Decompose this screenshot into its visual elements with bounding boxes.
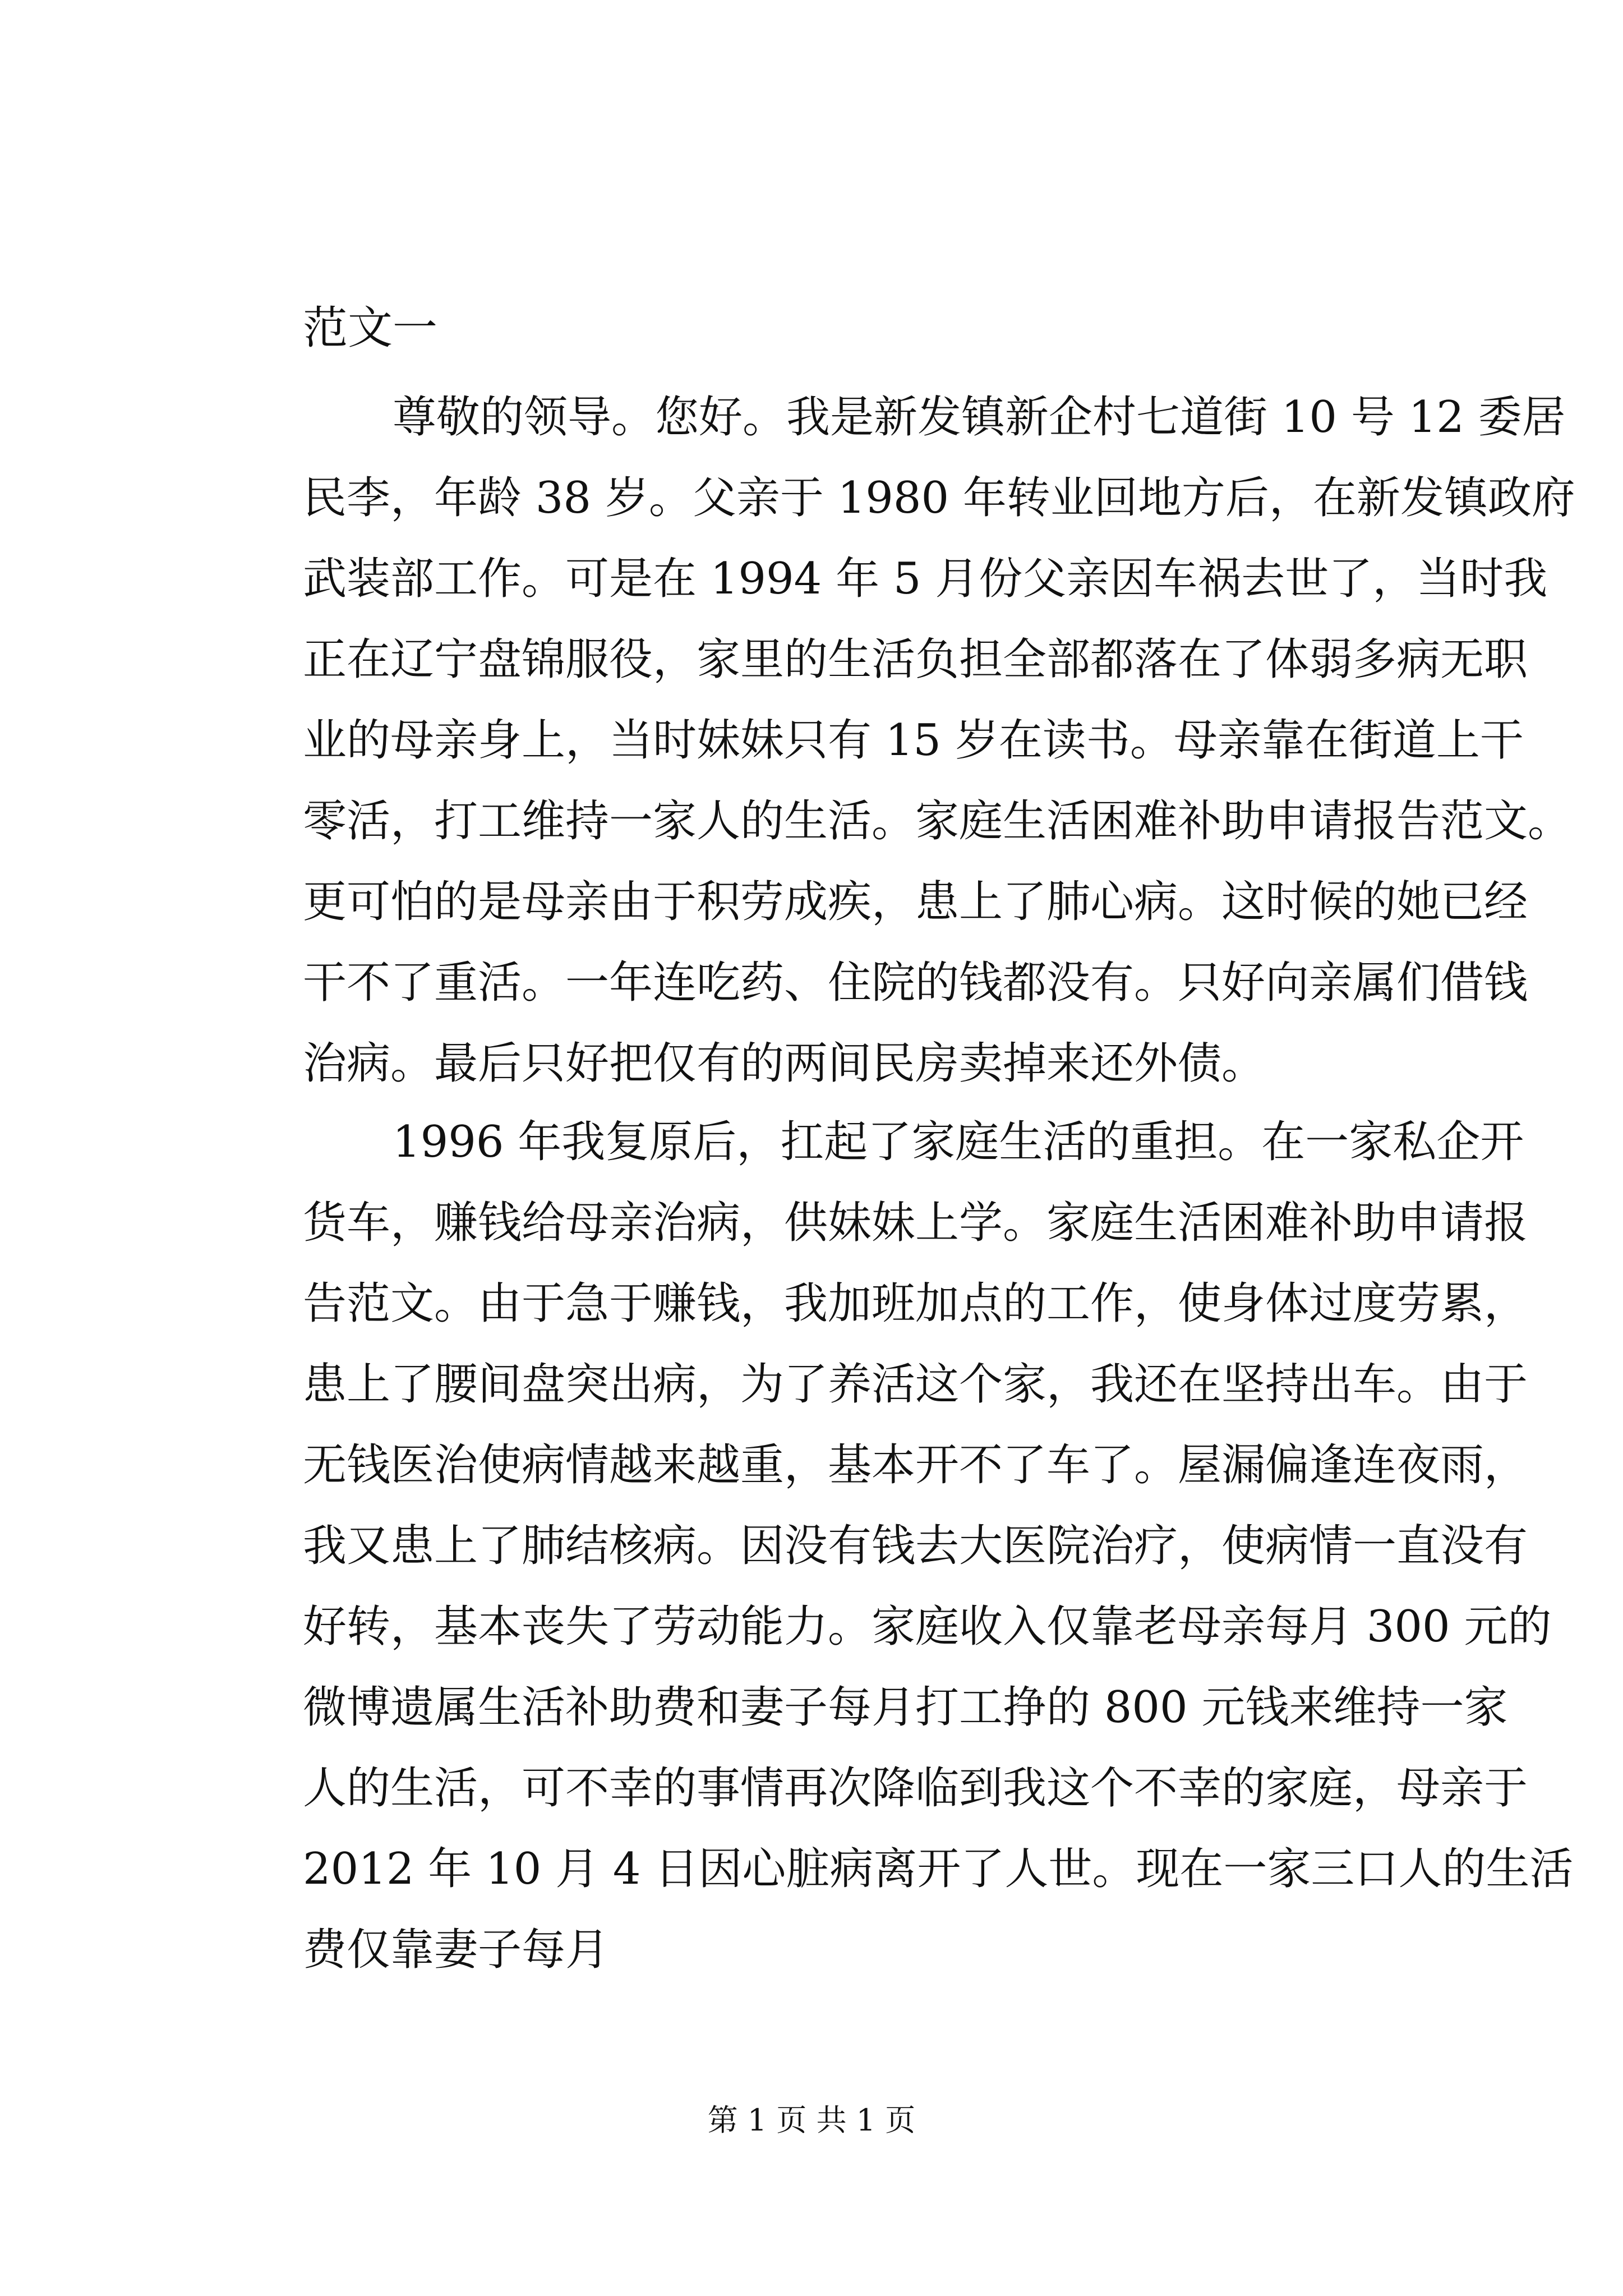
- paragraph-1-line: 民李，年龄 38 岁。父亲于 1980 年转业回地方后，在新发镇政府: [303, 473, 1575, 523]
- section-heading: 范文一: [303, 302, 437, 354]
- paragraph-2-line: 货车，赚钱给母亲治病，供妹妹上学。家庭生活困难补助申请报: [303, 1198, 1528, 1248]
- paragraph-2-line: 费仅靠妻子每月: [303, 1925, 610, 1975]
- paragraph-1: [303, 377, 1575, 1104]
- paragraph-2: [303, 1102, 1574, 1990]
- paragraph-1-line: 治病。最后只好把仅有的两间民房卖掉来还外债。: [303, 1038, 1266, 1089]
- paragraph-2-line: 好转，基本丧失了劳动能力。家庭收入仅靠老母亲每月 300 元的: [303, 1602, 1552, 1652]
- paragraph-1-line: 尊敬的领导。您好。我是新发镇新企村七道街 10 号 12 委居: [393, 392, 1566, 443]
- paragraph-2-line: 患上了腰间盘突出病，为了养活这个家，我还在坚持出车。由于: [303, 1359, 1528, 1410]
- paragraph-2-line: 告范文。由于急于赚钱，我加班加点的工作，使身体过度劳累，: [303, 1278, 1528, 1329]
- paragraph-1-line: 零活，打工维持一家人的生活。家庭生活困难补助申请报告范文。: [303, 796, 1572, 846]
- paragraph-2-line: 人的生活，可不幸的事情再次降临到我这个不幸的家庭，母亲于: [303, 1763, 1528, 1814]
- paragraph-1-line: 更可怕的是母亲由于积劳成疾，患上了肺心病。这时候的她已经: [303, 877, 1528, 927]
- paragraph-1-line: 干不了重活。一年连吃药、住院的钱都没有。只好向亲属们借钱: [303, 958, 1528, 1008]
- paragraph-2-line: 1996 年我复原后，扛起了家庭生活的重担。在一家私企开: [393, 1117, 1524, 1167]
- paragraph-2-line: 微博遗属生活补助费和妻子每月打工挣的 800 元钱来维持一家: [303, 1682, 1508, 1733]
- paragraph-1-line: 武装部工作。可是在 1994 年 5 月份父亲因车祸去世了，当时我: [303, 554, 1548, 604]
- paragraph-2-line: 我又患上了肺结核病。因没有钱去大医院治疗，使病情一直没有: [303, 1521, 1528, 1571]
- page-footer: 第 1 页 共 1 页: [707, 2102, 916, 2138]
- paragraph-2-line: 2012 年 10 月 4 日因心脏病离开了人世。现在一家三口人的生活: [303, 1844, 1574, 1894]
- paragraph-1-line: 正在辽宁盘锦服役，家里的生活负担全部都落在了体弱多病无职: [303, 634, 1528, 685]
- paragraph-1-line: 业的母亲身上，当时妹妹只有 15 岁在读书。母亲靠在街道上干: [303, 715, 1524, 766]
- paragraph-2-line: 无钱医治使病情越来越重，基本开不了车了。屋漏偏逢连夜雨，: [303, 1440, 1528, 1490]
